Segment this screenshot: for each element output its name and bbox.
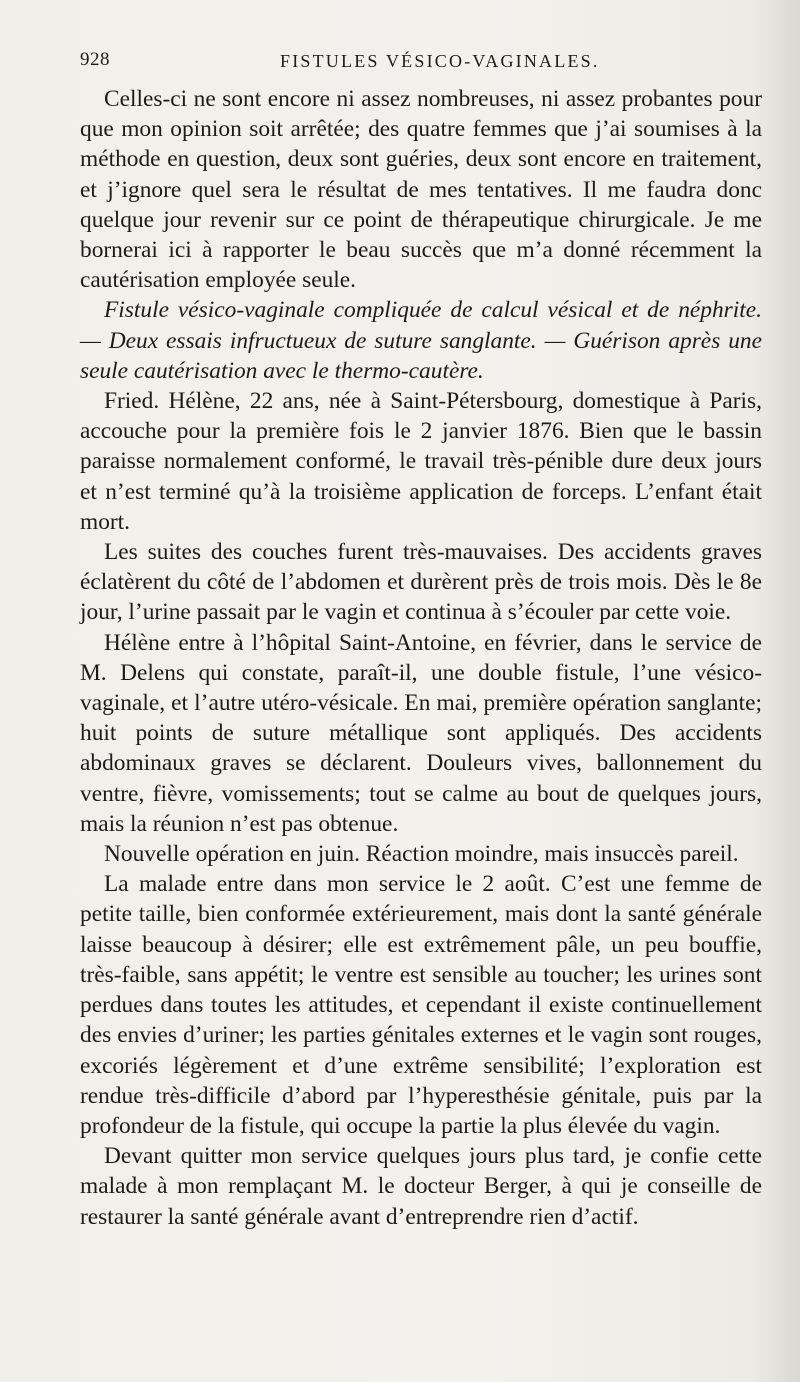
paragraph-second-operation: Nouvelle opération en juin. Réaction moindre, mais insuccès pareil.: [104, 841, 739, 868]
running-title: FISTULES VÉSICO-VAGINALES.: [280, 51, 600, 71]
page-header: [80, 49, 720, 79]
page-number: 928: [80, 49, 110, 70]
paragraph-hospital: Hélène entre à l’hôpital Saint-Antoine, en février, dans le service de M. Delens qui constate, paraît-il, une double fistule, l’une vésico-vaginale, et l’autre utéro-vésicale. En mai, première opération sanglante; huit points de suture métallique sont appliqués. Des accidents abdominaux graves se déclarent. Douleurs vives, ballonnement du ventre, fièvre, vomissements; tout se calme au bout de quelques jours, mais la réunion n’est pas obtenue.: [80, 629, 762, 837]
body-text: [80, 84, 762, 1232]
paragraph-transfer: Devant quitter mon service quelques jours plus tard, je confie cette malade à mon remplaçant M. le docteur Berger, à qui je conseille de restaurer la santé générale avant d’entreprendre rien d’actif.: [80, 1143, 762, 1230]
paragraph-intro: Celles-ci ne sont encore ni assez nombreuses, ni assez probantes pour que mon opinion soit arrêtée; des quatre femmes que j’ai soumises à la méthode en question, deux sont guéries, deux sont encore en traitement, et j’ignore quel sera le résultat de mes tentatives. Il me faudra donc quelque jour revenir sur ce point de thérapeutique chirurgicale. Je me bornerai ici à rapporter le beau succès que m’a donné récemment la cautérisation employée seule.: [80, 86, 762, 294]
paragraph-patient: Fried. Hélène, 22 ans, née à Saint-Pétersbourg, domestique à Paris, accouche pour la première fois le 2 janvier 1876. Bien que le bassin paraisse normalement conformé, le travail très-pénible dure deux jours et n’est terminé qu’à la troisième application de forceps. L’enfant était mort.: [80, 388, 762, 535]
paragraph-suites: Les suites des couches furent très-mauvaises. Des accidents graves éclatèrent du côté de l’abdomen et durèrent près de trois mois. Dès le 8e jour, l’urine passait par le vagin et continua à s’écouler par cette voie.: [80, 539, 762, 626]
paragraph-admission: La malade entre dans mon service le 2 août. C’est une femme de petite taille, bien conformée extérieurement, mais dont la santé générale laisse beaucoup à désirer; elle est extrêmement pâle, un peu bouffie, très-faible, sans appétit; le ventre est sensible au toucher; les urines sont perdues dans toutes les attitudes, et cependant il existe continuellement des envies d’uriner; les parties génitales externes et le vagin sont rouges, excoriés légèrement et d’une extrême sensibilité; l’exploration est rendue très-difficile d’abord par l’hyperesthésie génitale, puis par la profondeur de la fistule, qui occupe la partie la plus élevée du vagin.: [80, 871, 762, 1139]
case-heading: Fistule vésico-vaginale compliquée de calcul vésical et de néphrite. — Deux essais infructueux de suture sanglante. — Guérison après une seule cautérisation avec le thermo-cautère.: [80, 297, 762, 384]
